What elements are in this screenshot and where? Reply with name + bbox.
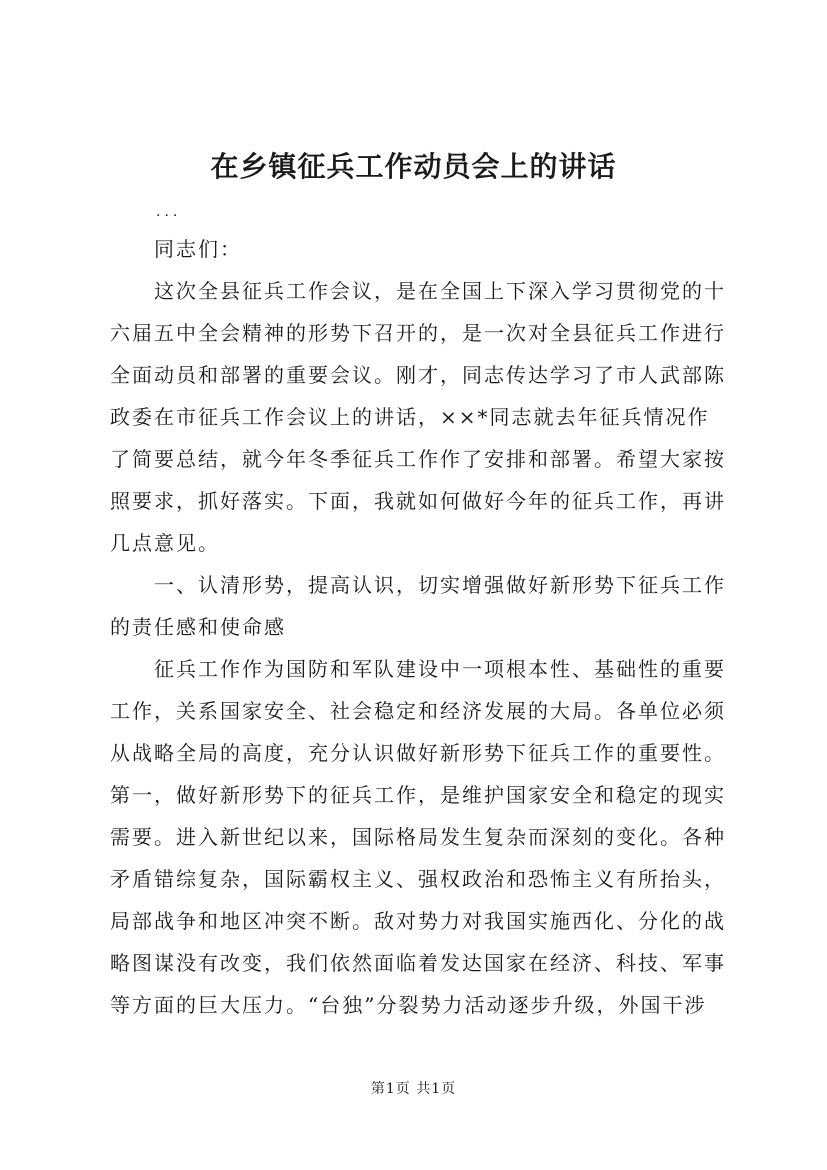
- body-line: 六届五中全会精神的形势下召开的，是一次对全县征兵工作进行: [110, 321, 726, 345]
- ellipsis-marker: ...: [156, 204, 182, 220]
- section-heading-line: 一、认清形势，提高认识，切实增强做好新形势下征兵工作: [154, 573, 726, 597]
- body-line: 征兵工作作为国防和军队建设中一项根本性、基础性的重要: [154, 657, 726, 681]
- body-line: 第一，做好新形势下的征兵工作，是维护国家安全和稳定的现实: [110, 783, 726, 807]
- body-line: 局部战争和地区冲突不断。敌对势力对我国实施西化、分化的战: [110, 909, 726, 933]
- body-line: 照要求，抓好落实。下面，我就如何做好今年的征兵工作，再讲: [110, 489, 726, 513]
- body-line: 略图谋没有改变，我们依然面临着发达国家在经济、科技、军事: [110, 951, 726, 975]
- page-footer: 第1页 共1页: [370, 1081, 457, 1097]
- document-title: 在乡镇征兵工作动员会上的讲话: [210, 150, 617, 183]
- body-line: 政委在市征兵工作会议上的讲话，××*同志就去年征兵情况作: [110, 405, 710, 429]
- body-line: 等方面的巨大压力。“台独”分裂势力活动逐步升级，外国干涉: [110, 993, 707, 1017]
- section-heading-line: 的责任感和使命感: [110, 615, 286, 639]
- document-body: [110, 228, 770, 1026]
- body-line: 了简要总结，就今年冬季征兵工作作了安排和部署。希望大家按: [110, 447, 726, 471]
- body-line: 矛盾错综复杂，国际霸权主义、强权政治和恐怖主义有所抬头，: [110, 867, 726, 891]
- body-line: 从战略全局的高度，充分认识做好新形势下征兵工作的重要性。: [110, 741, 726, 765]
- salutation-line: 同志们：: [154, 237, 242, 261]
- body-line: 这次全县征兵工作会议，是在全国上下深入学习贯彻党的十: [154, 279, 726, 303]
- body-line: 全面动员和部署的重要会议。刚才，同志传达学习了市人武部陈: [110, 363, 726, 387]
- body-line: 几点意见。: [110, 531, 220, 555]
- body-line: 需要。进入新世纪以来，国际格局发生复杂而深刻的变化。各种: [110, 825, 726, 849]
- body-line: 工作，关系国家安全、社会稳定和经济发展的大局。各单位必须: [110, 699, 726, 723]
